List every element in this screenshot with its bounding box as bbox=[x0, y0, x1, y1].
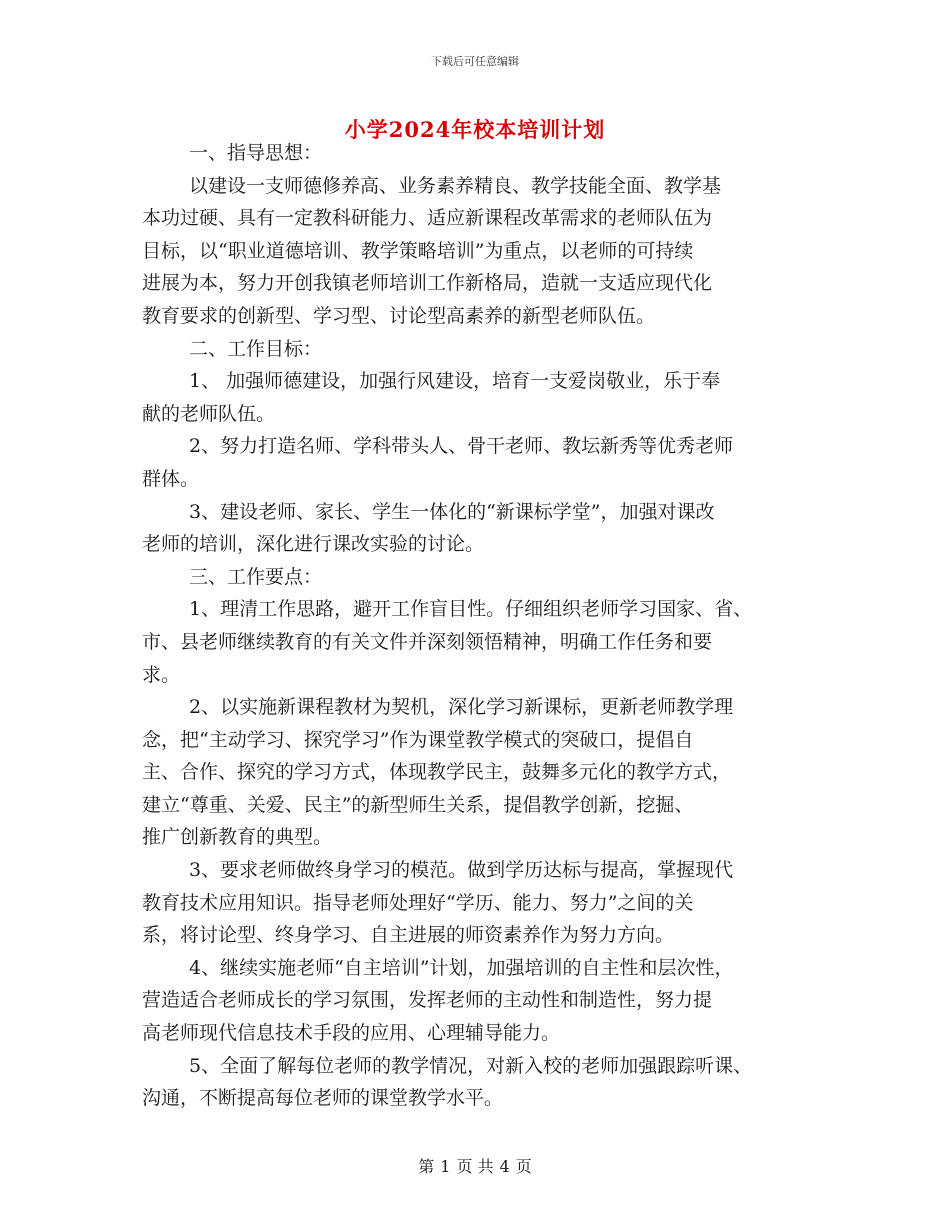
paragraph-line: 3、建设老师、家长、学生一体化的“新课标学堂”，加强对课改 bbox=[189, 500, 715, 523]
paragraph-line: 2、以实施新课程教材为契机，深化学习新课标，更新老师教学理 bbox=[189, 696, 734, 719]
document-title: 小学2024年校本培训计划 bbox=[344, 117, 606, 142]
paragraph-line: 目标，以“职业道德培训、教学策略培训”为重点，以老师的可持续 bbox=[142, 239, 694, 262]
paragraph-line: 求。 bbox=[142, 663, 181, 686]
paragraph-line: 老师的培训，深化进行课改实验的讨论。 bbox=[142, 533, 485, 556]
paragraph-line: 建立“尊重、关爱、民主”的新型师生关系，提倡教学创新，挖掘、 bbox=[142, 793, 694, 816]
paragraph-line: 高老师现代信息技术手段的应用、心理辅导能力。 bbox=[142, 1022, 561, 1045]
current-page-number: 1 bbox=[440, 1157, 451, 1176]
paragraph-line: 教育技术应用知识。指导老师处理好“学历、能力、努力”之间的关 bbox=[142, 891, 694, 914]
document-body bbox=[142, 137, 818, 1115]
paragraph-line: 2、努力打造名师、学科带头人、骨干老师、教坛新秀等优秀老师 bbox=[189, 435, 734, 458]
paragraph-line: 以建设一支师德修养高、业务素养精良、教学技能全面、教学基 bbox=[189, 174, 722, 197]
paragraph-line: 市、县老师继续教育的有关文件并深刻领悟精神，明确工作任务和要 bbox=[142, 630, 713, 653]
paragraph-line: 1、 加强师德建设，加强行风建设，培育一支爱岗敬业，乐于奉 bbox=[189, 370, 721, 393]
page-footer bbox=[0, 1154, 950, 1177]
footer-label-page: 第 bbox=[418, 1157, 435, 1176]
paragraph-line: 群体。 bbox=[142, 467, 200, 490]
paragraph-line: 1、理清工作思路，避开工作盲目性。仔细组织老师学习国家、省、 bbox=[189, 598, 753, 621]
total-page-count: 4 bbox=[499, 1157, 510, 1176]
paragraph-line: 5、全面了解每位老师的教学情况，对新入校的老师加强跟踪听课、 bbox=[189, 1054, 753, 1077]
paragraph-line: 4、继续实施老师“自主培训”计划，加强培训的自主性和层次性， bbox=[189, 956, 734, 979]
page-header: 下载后可任意编辑 bbox=[431, 55, 519, 68]
section-heading: 二、工作目标： bbox=[189, 337, 323, 360]
paragraph-line: 主、合作、探究的学习方式，体现教学民主，鼓舞多元化的教学方式， bbox=[142, 761, 732, 784]
paragraph-line: 本功过硬、具有一定教科研能力、适应新课程改革需求的老师队伍为 bbox=[142, 207, 713, 230]
paragraph-line: 营造适合老师成长的学习氛围，发挥老师的主动性和制造性，努力提 bbox=[142, 989, 713, 1012]
footer-label-of: 页 共 bbox=[456, 1157, 494, 1176]
paragraph-line: 进展为本，努力开创我镇老师培训工作新格局，造就一支适应现代化 bbox=[142, 272, 713, 295]
paragraph-line: 推广创新教育的典型。 bbox=[142, 826, 333, 849]
paragraph-line: 系，将讨论型、终身学习、自主进展的师资素养作为努力方向。 bbox=[142, 924, 675, 947]
paragraph-line: 念，把“主动学习、探究学习”作为课堂教学模式的突破口，提倡自 bbox=[142, 728, 694, 751]
paragraph-line: 献的老师队伍。 bbox=[142, 402, 276, 425]
footer-label-end: 页 bbox=[515, 1157, 532, 1176]
paragraph-line: 沟通，不断提高每位老师的课堂教学水平。 bbox=[142, 1087, 504, 1110]
paragraph-line: 3、要求老师做终身学习的模范。做到学历达标与提高，掌握现代 bbox=[189, 859, 734, 882]
section-heading: 一、指导思想： bbox=[189, 142, 323, 164]
section-heading: 三、工作要点： bbox=[189, 565, 323, 588]
paragraph-line: 教育要求的创新型、学习型、讨论型高素养的新型老师队伍。 bbox=[142, 304, 656, 327]
